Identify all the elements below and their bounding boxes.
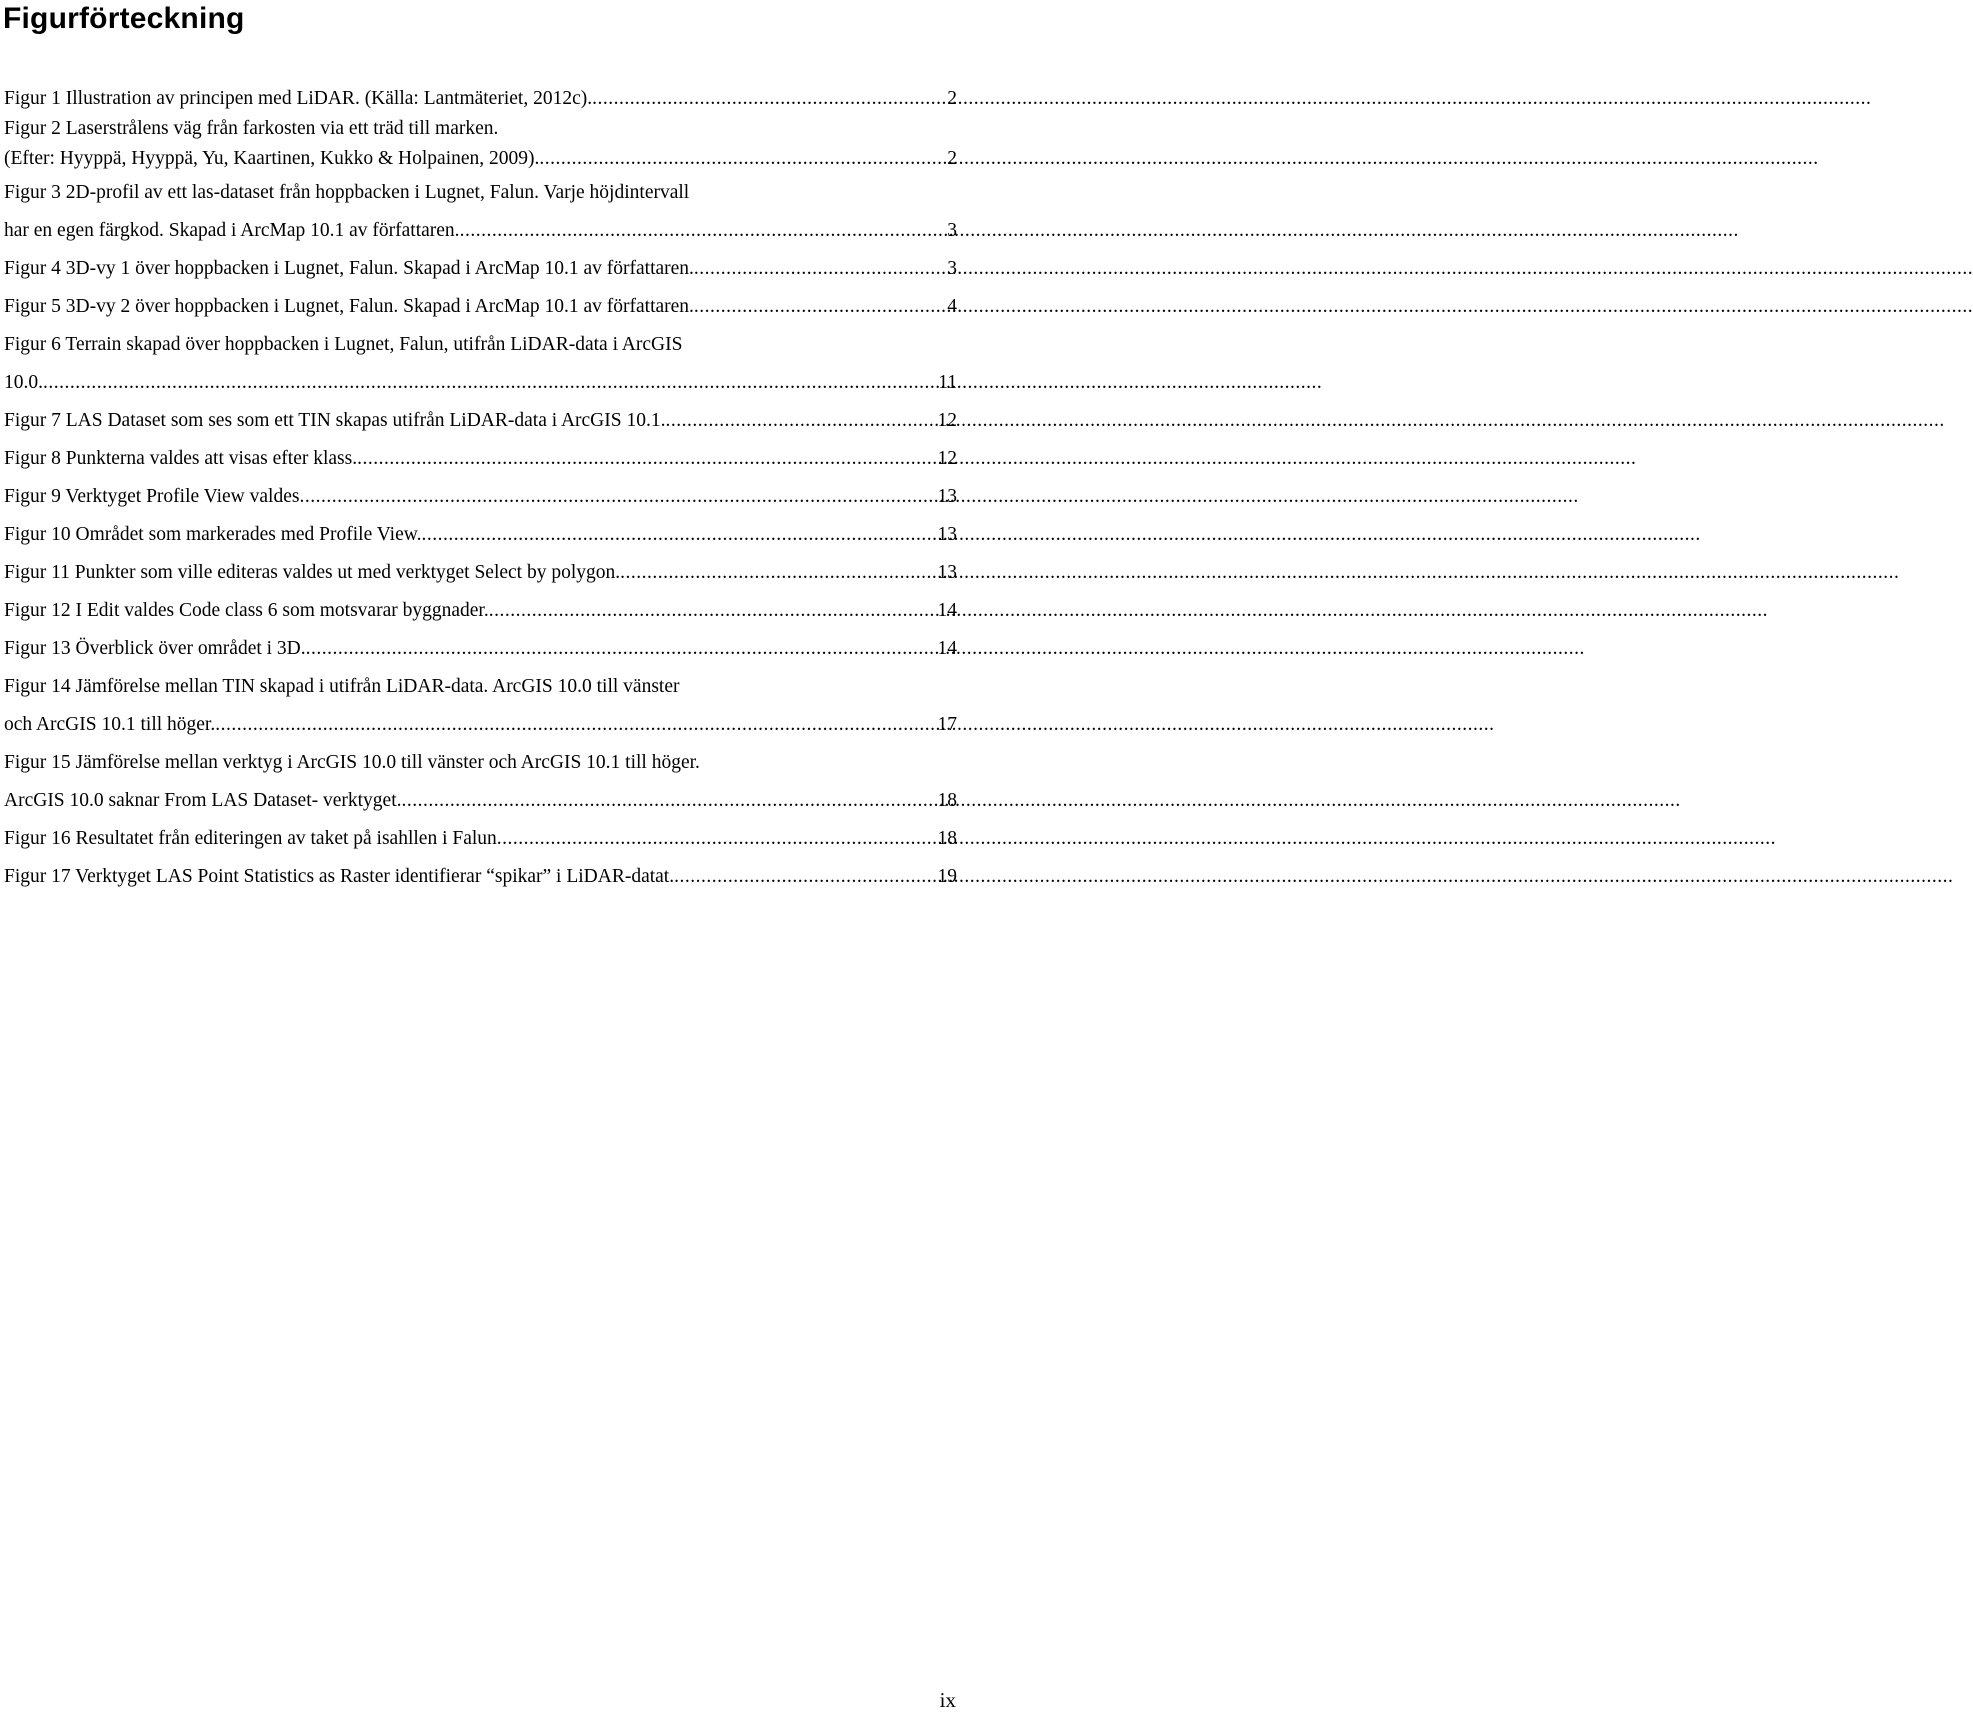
figure-caption: Figur 11 Punkter som ville editeras valdes ut med verktyget Select by polygon. xyxy=(4,562,621,583)
figure-entry[interactable] xyxy=(4,858,957,896)
figure-page-number[interactable]: 11 xyxy=(938,372,957,393)
figure-caption: Figur 10 Området som markerades med Profile View. xyxy=(4,524,422,545)
figure-page-number[interactable]: 14 xyxy=(937,638,957,659)
figure-page-number[interactable]: 12 xyxy=(937,410,957,431)
figure-entry[interactable] xyxy=(4,744,957,820)
figure-entry-line xyxy=(4,326,957,364)
dot-leader xyxy=(620,554,931,592)
figure-entry[interactable] xyxy=(4,668,957,744)
figure-caption: Figur 17 Verktyget LAS Point Statistics as Raster identifierar “spikar” i LiDAR-datat. xyxy=(4,866,675,887)
figure-entry[interactable] xyxy=(4,402,957,440)
figure-entry-line xyxy=(4,250,957,288)
figure-entry-line xyxy=(4,706,957,744)
figure-entry-line xyxy=(4,144,957,174)
dot-leader xyxy=(43,364,932,402)
figure-caption: Figur 15 Jämförelse mellan verktyg i ArcGIS 10.0 till vänster och ArcGIS 10.1 till höger. xyxy=(4,752,700,773)
figure-page-number[interactable]: 2 xyxy=(947,88,957,109)
figure-page-number[interactable]: 18 xyxy=(937,828,957,849)
figure-entry-line xyxy=(4,212,957,250)
figure-entry-line xyxy=(4,288,957,326)
figure-list xyxy=(4,84,957,896)
figure-page-number[interactable]: 19 xyxy=(937,866,957,887)
dot-leader xyxy=(539,144,941,174)
figure-entry[interactable] xyxy=(4,592,957,630)
figure-caption: (Efter: Hyyppä, Hyyppä, Yu, Kaartinen, Kukko & Holpainen, 2009). xyxy=(4,148,540,169)
figure-page-number[interactable]: 18 xyxy=(937,790,957,811)
dot-leader xyxy=(402,782,932,820)
figure-page-number[interactable]: 14 xyxy=(937,600,957,621)
dot-leader xyxy=(674,858,931,896)
dot-leader xyxy=(489,592,932,630)
figure-entry[interactable] xyxy=(4,84,957,114)
figure-page-number[interactable]: 12 xyxy=(937,448,957,469)
figure-caption: Figur 1 Illustration av principen med LiDAR. (Källa: Lantmäteriet, 2012c). xyxy=(4,88,593,109)
figure-entry[interactable] xyxy=(4,516,957,554)
figure-caption: ArcGIS 10.0 saknar From LAS Dataset- verktyget. xyxy=(4,790,402,811)
figure-caption: Figur 5 3D-vy 2 över hoppbacken i Lugnet, Falun. Skapad i ArcMap 10.1 av författaren. xyxy=(4,296,694,317)
figure-entry-line xyxy=(4,782,957,820)
figure-caption: Figur 4 3D-vy 1 över hoppbacken i Lugnet, Falun. Skapad i ArcMap 10.1 av författaren. xyxy=(4,258,694,279)
dot-leader xyxy=(497,820,932,858)
figure-caption: 10.0. xyxy=(4,372,43,393)
figure-entry[interactable] xyxy=(4,288,957,326)
figure-caption: Figur 3 2D-profil av ett las-dataset från hoppbacken i Lugnet, Falun. Varje höjdintervall xyxy=(4,182,690,203)
figure-caption: Figur 7 LAS Dataset som ses som ett TIN skapas utifrån LiDAR-data i ArcGIS 10.1. xyxy=(4,410,666,431)
figure-entry[interactable] xyxy=(4,440,957,478)
dot-leader xyxy=(694,250,941,288)
figure-page-number[interactable]: 3 xyxy=(947,258,957,279)
figure-entry-line xyxy=(4,744,957,782)
figure-caption: Figur 12 I Edit valdes Code class 6 som motsvarar byggnader. xyxy=(4,600,489,621)
figure-entry-line xyxy=(4,858,957,896)
figure-caption: Figur 6 Terrain skapad över hoppbacken i Lugnet, Falun, utifrån LiDAR-data i ArcGIS xyxy=(4,334,683,355)
figure-page-number[interactable]: 13 xyxy=(937,524,957,545)
figure-caption: Figur 14 Jämförelse mellan TIN skapad i utifrån LiDAR-data. ArcGIS 10.0 till vänster xyxy=(4,676,680,697)
figure-entry-line xyxy=(4,630,957,668)
figure-page-number[interactable]: 2 xyxy=(947,148,957,169)
figure-entry-line xyxy=(4,114,957,144)
figure-entry[interactable] xyxy=(4,630,957,668)
dot-leader xyxy=(299,478,931,516)
figure-entry[interactable] xyxy=(4,478,957,516)
figure-entry[interactable] xyxy=(4,820,957,858)
figure-caption: har en egen färgkod. Skapad i ArcMap 10.1 av författaren. xyxy=(4,220,460,241)
figure-page-number[interactable]: 13 xyxy=(937,562,957,583)
figure-entry-line xyxy=(4,820,957,858)
figure-page-number[interactable]: 17 xyxy=(937,714,957,735)
dot-leader xyxy=(460,212,942,250)
figure-caption: Figur 8 Punkterna valdes att visas efter klass. xyxy=(4,448,358,469)
figure-entry[interactable] xyxy=(4,326,957,402)
figure-entry[interactable] xyxy=(4,114,957,174)
page-heading: Figurförteckning xyxy=(3,2,245,35)
figure-entry-line xyxy=(4,174,957,212)
figure-entry-line xyxy=(4,516,957,554)
figure-entry-line xyxy=(4,364,957,402)
dot-leader xyxy=(357,440,931,478)
dot-leader xyxy=(665,402,931,440)
figure-caption: och ArcGIS 10.1 till höger. xyxy=(4,714,216,735)
figure-entry-line xyxy=(4,554,957,592)
figure-caption: Figur 13 Överblick över området i 3D. xyxy=(4,638,306,659)
figure-caption: Figur 16 Resultatet från editeringen av taket på isahllen i Falun xyxy=(4,828,497,849)
figure-entry-line xyxy=(4,668,957,706)
figure-entry-line xyxy=(4,402,957,440)
figure-entry-line xyxy=(4,84,957,114)
figure-entry[interactable] xyxy=(4,174,957,250)
figure-page-number[interactable]: 4 xyxy=(947,296,957,317)
dot-leader xyxy=(592,84,941,114)
figure-caption: Figur 2 Laserstrålens väg från farkosten via ett träd till marken. xyxy=(4,118,499,139)
figure-page-number[interactable]: 3 xyxy=(947,220,957,241)
figure-page-number[interactable]: 13 xyxy=(937,486,957,507)
figure-entry[interactable] xyxy=(4,250,957,288)
figure-entry-line xyxy=(4,592,957,630)
dot-leader xyxy=(215,706,931,744)
figure-entry[interactable] xyxy=(4,554,957,592)
figure-entry-line xyxy=(4,478,957,516)
figure-entry-line xyxy=(4,440,957,478)
dot-leader xyxy=(306,630,932,668)
figure-caption: Figur 9 Verktyget Profile View valdes xyxy=(4,486,300,507)
dot-leader xyxy=(694,288,941,326)
page-number: ix xyxy=(939,1688,956,1712)
dot-leader xyxy=(421,516,931,554)
